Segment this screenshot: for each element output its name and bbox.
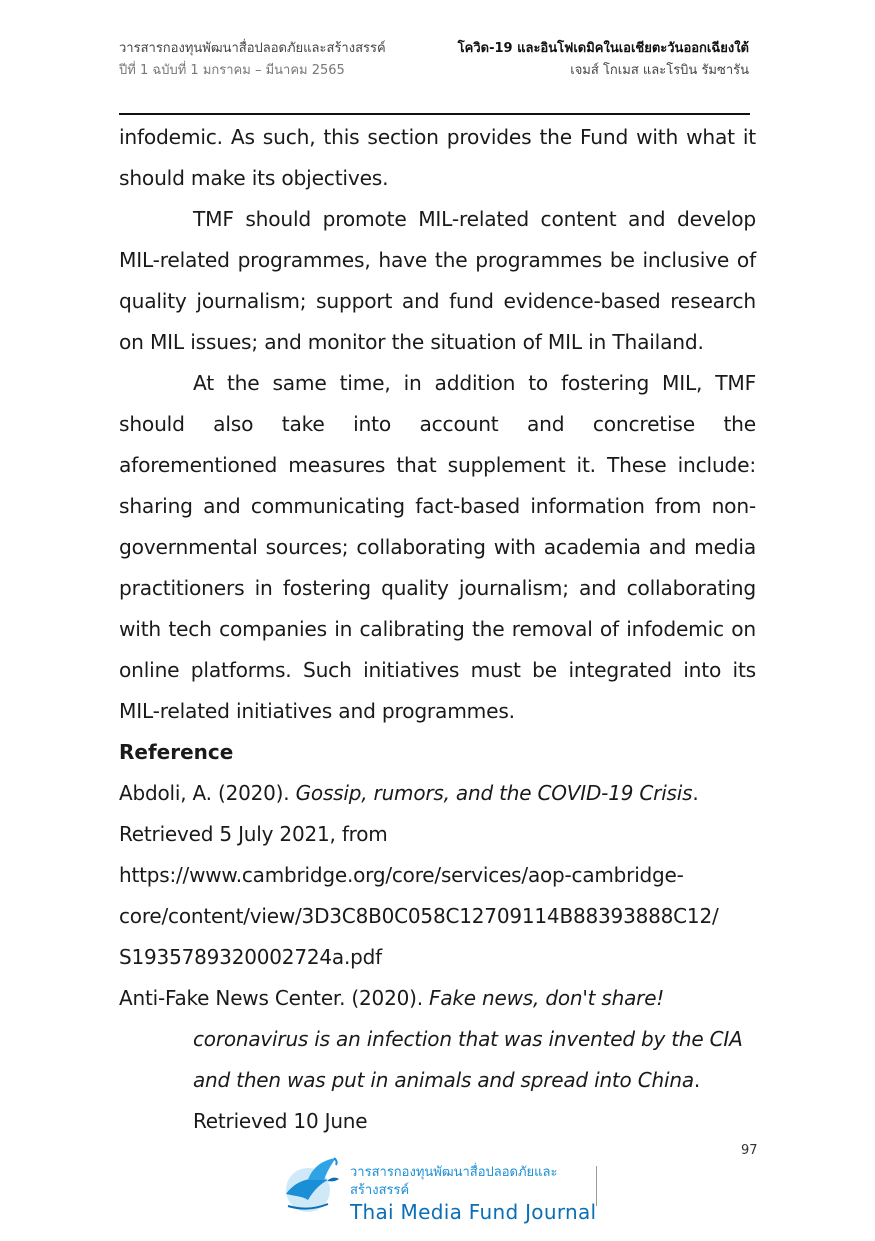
reference-punct: . bbox=[692, 781, 699, 805]
reference-title: Fake news, don't share! coronavirus is an infection that was invented by the CIA and then was put in animals and spread into China bbox=[193, 986, 743, 1092]
reference-item bbox=[119, 978, 759, 1142]
issue-info: ปีที่ 1 ฉบับที่ 1 มกราคม – มีนาคม 2565 bbox=[119, 63, 345, 78]
paragraph: At the same time, in addition to fostering MIL, TMF should also take into account and concretise the aforementioned measures that supplement it. These include: sharing and communicating fact-based information from non-governmental sources; collaborating with academia and media practitioners in fostering quality journalism; and collaborating with tech companies in calibrating the removal of infodemic on online platforms. Such initiatives must be integrated into its MIL-related initiatives and programmes. bbox=[119, 371, 756, 723]
header-divider bbox=[119, 113, 750, 115]
reference-url[interactable]: S1935789320002724a.pdf bbox=[119, 945, 382, 969]
reference-url[interactable]: https://www.cambridge.org/core/services/aop-cambridge- bbox=[119, 863, 684, 887]
reference-retrieved: Retrieved 5 July 2021, from bbox=[119, 822, 388, 846]
reference-url[interactable]: core/content/view/3D3C8B0C058C12709114B88393888C12/ bbox=[119, 904, 719, 928]
footer-logo bbox=[278, 1150, 608, 1224]
footer-english-name: Thai Media Fund Journal bbox=[350, 1200, 597, 1224]
running-header bbox=[119, 38, 749, 116]
article-authors: เจมส์ โกเมส และโรบิน รัมซารัน bbox=[570, 63, 749, 78]
paragraph: TMF should promote MIL-related content and develop MIL-related programmes, have the programmes be inclusive of quality journalism; support and fund evidence-based research on MIL issues; and monitor the situation of MIL in Thailand. bbox=[119, 207, 756, 354]
footer-divider bbox=[596, 1166, 597, 1206]
header-right bbox=[458, 38, 749, 82]
journal-name: วารสารกองทุนพัฒนาสื่อปลอดภัยและสร้างสรรค์ bbox=[119, 41, 386, 56]
reference-author: Abdoli, A. (2020). bbox=[119, 781, 296, 805]
footer-wordmark bbox=[350, 1164, 608, 1224]
header-left bbox=[119, 38, 386, 82]
reference-list bbox=[119, 773, 759, 1142]
reference-item bbox=[119, 773, 759, 978]
article-title: โควิด-19 และอินโฟเดมิคในเอเชียตะวันออกเฉียงใต้ bbox=[457, 41, 749, 56]
footer-thai-name: วารสารกองทุนพัฒนาสื่อปลอดภัยและสร้างสรรค์ bbox=[350, 1165, 558, 1198]
page-number: 97 bbox=[741, 1143, 758, 1158]
reference-author: Anti-Fake News Center. (2020). bbox=[119, 986, 430, 1010]
reference-heading: Reference bbox=[119, 740, 234, 764]
body-text bbox=[119, 117, 756, 732]
paragraph: infodemic. As such, this section provides the Fund with what it should make its objectives. bbox=[119, 125, 756, 190]
dove-icon bbox=[278, 1150, 344, 1216]
reference-title: Gossip, rumors, and the COVID-19 Crisis bbox=[295, 781, 693, 805]
reference-retrieved: . Retrieved 10 June bbox=[193, 1068, 701, 1133]
